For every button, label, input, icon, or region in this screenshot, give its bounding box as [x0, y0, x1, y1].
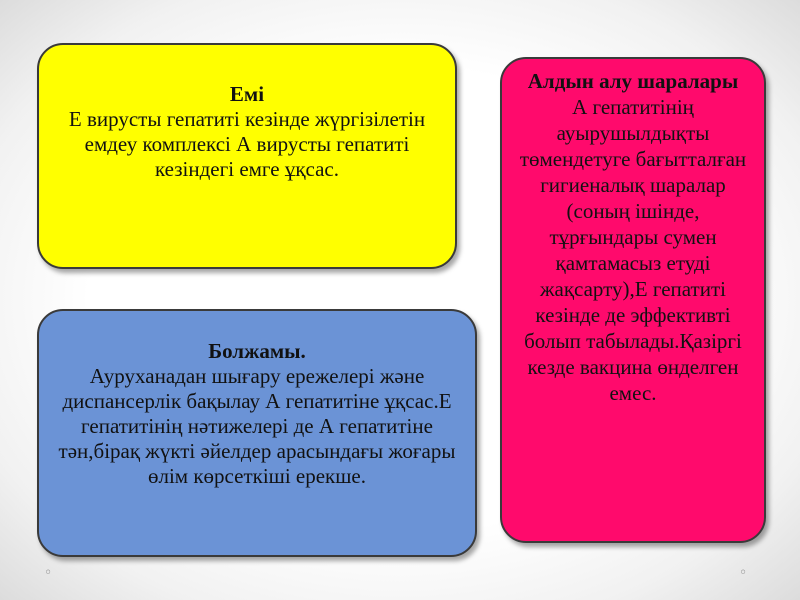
treatment-text: Е вирусты гепатиті кезінде жүргізілетін емдеу комплексі А вирусты гепатиті кезіндегі емге ұқсас.	[68, 107, 426, 181]
prognosis-text: Ауруханадан шығару ережелері және диспансерлік бақылау А гепатитіне ұқсас.Е гепатитінің нәтижелері де А гепатитіне тән,бірақ жүкті әйелдер арасындағы жоғары өлім көрсеткіші ерекше.	[58, 364, 456, 488]
prognosis-heading: Болжамы.	[208, 339, 306, 363]
bullet-icon-left: ◦	[44, 565, 53, 581]
treatment-heading: Емі	[229, 82, 265, 106]
prevention-heading: Алдын алу шаралары	[527, 69, 739, 93]
treatment-card	[37, 43, 457, 269]
bullet-icon-right: ◦	[739, 565, 748, 581]
prevention-card	[500, 57, 766, 543]
prognosis-card	[37, 309, 477, 557]
prevention-text: А гепатитінің ауырушылдықты төмендетуге бағытталған гигиеналық шаралар (соның ішінде, тұрғындары сумен қамтамасыз етуді жақсарту),Е гепатиті кезінде де эффективті болып табылады.Қазіргі кезде вакцина өнделген емес.	[519, 95, 747, 405]
